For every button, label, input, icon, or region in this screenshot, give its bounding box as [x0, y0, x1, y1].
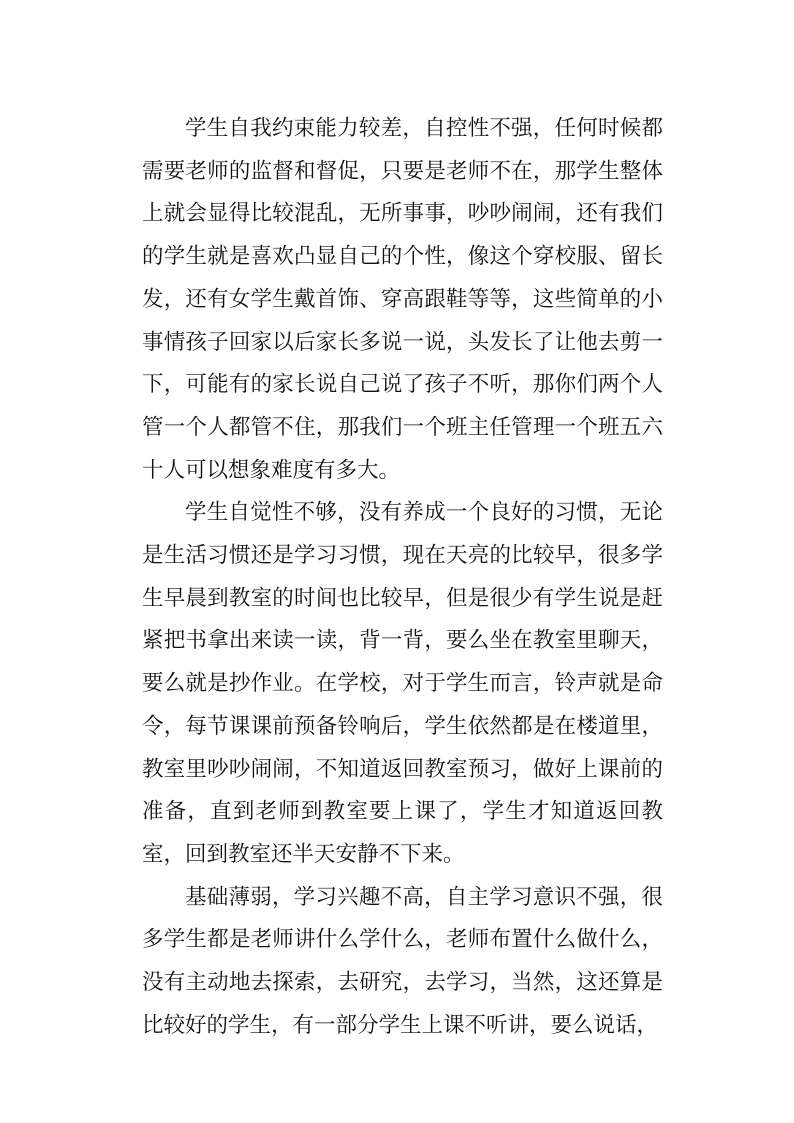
paragraph-learning-interest: 基础薄弱，学习兴趣不高，自主学习意识不强，很多学生都是老师讲什么学什么，老师布置什么做什么，没有主动地去探索，去研究，去学习，当然，这还算是比较好的学生，有一部分学生上课不听讲，要么说话，: [142, 884, 663, 1038]
paragraph-study-habits: 学生自觉性不够，没有养成一个良好的习惯，无论是生活习惯还是学习习惯，现在天亮的比较早，很多学生早晨到教室的时间也比较早，但是很少有学生说是赶紧把书拿出来读一读，背一背，要么坐在教室里聊天，要么就是抄作业。在学校，对于学生而言，铃声就是命令，每节课课前预备铃响后，学生依然都是在楼道里，教室里吵吵闹闹，不知道返回教室预习，做好上课前的准备，直到老师到教室要上课了，学生才知道返回教室，回到教室还半天安静不下来。: [142, 500, 663, 867]
document-body: [142, 108, 663, 1047]
paragraph-self-discipline: 学生自我约束能力较差，自控性不强，任何时候都需要老师的监督和督促，只要是老师不在，那学生整体上就会显得比较混乱，无所事事，吵吵闹闹，还有我们的学生就是喜欢凸显自己的个性，像这个穿校服、留长发，还有女学生戴首饰、穿高跟鞋等等，这些简单的小事情孩子回家以后家长多说一说，头发长了让他去剪一下，可能有的家长说自己说了孩子不听，那你们两个人管一个人都管不住，那我们一个班主任管理一个班五六十人可以想象难度有多大。: [142, 116, 663, 483]
